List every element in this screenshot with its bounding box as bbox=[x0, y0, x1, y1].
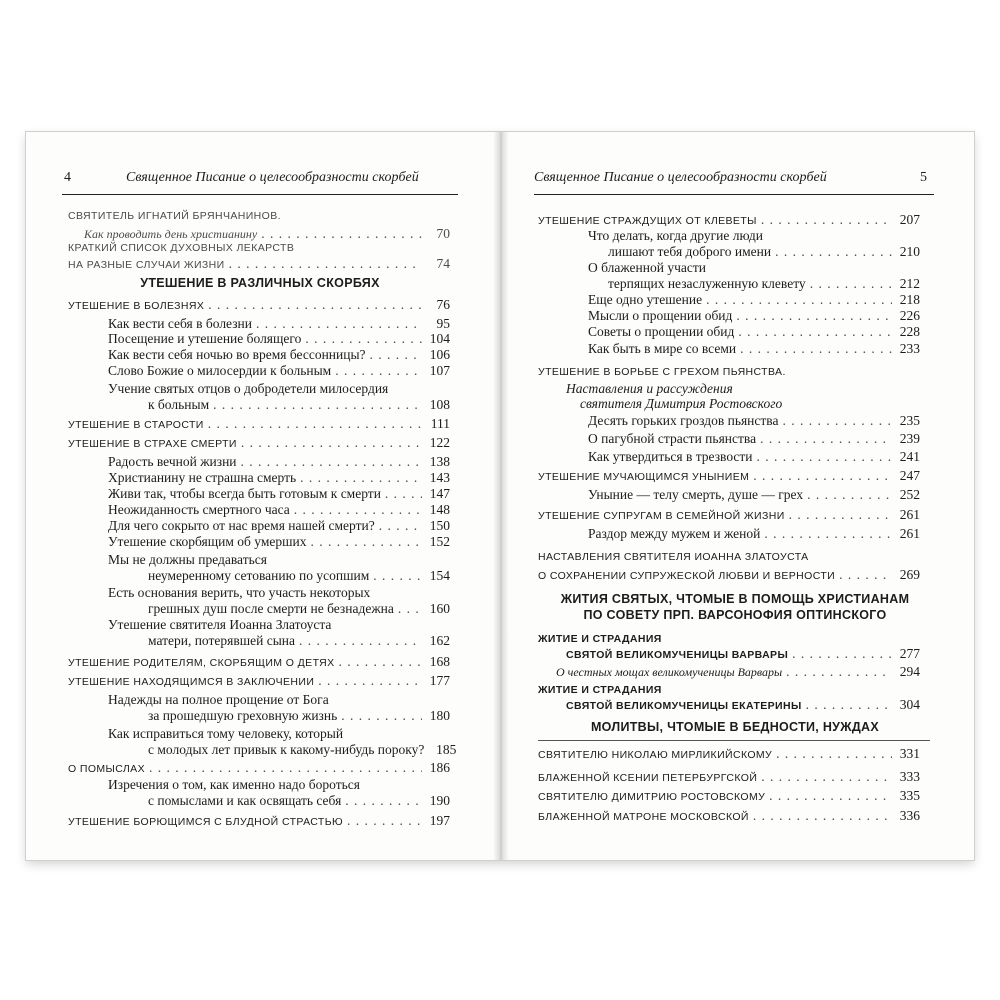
toc-entry: СВЯТИТЕЛЮ ДИМИТРИЮ РОСТОВСКОМУ . . . 335 bbox=[538, 788, 920, 805]
toc-entry: УТЕШЕНИЕ БОРЮЩИМСЯ С БЛУДНОЙ СТРАСТЬЮ . . . 197 bbox=[68, 813, 450, 830]
toc-entry: Радость вечной жизни . . . 138 bbox=[108, 454, 450, 470]
toc-entry: матери, потерявшей сына . . . 162 bbox=[148, 633, 450, 649]
toc-entry: О СОХРАНЕНИИ СУПРУЖЕСКОЙ ЛЮБВИ И ВЕРНОСТИ . . . 269 bbox=[538, 567, 920, 584]
toc-entry: О пагубной страсти пьянства . . . 239 bbox=[588, 431, 920, 447]
toc-entry: Как исправиться тому человеку, который bbox=[108, 726, 344, 741]
toc-entry: УТЕШЕНИЕ МУЧАЮЩИМСЯ УНЫНИЕМ . . . 247 bbox=[538, 468, 920, 485]
toc-entry: за прошедшую греховную жизнь . . . 180 bbox=[148, 708, 450, 724]
toc-entry: грешных душ после смерти не безнадежна . . . 160 bbox=[148, 601, 450, 617]
toc-entry: Мысли о прощении обид . . . 226 bbox=[588, 308, 920, 324]
toc-entry: УТЕШЕНИЕ СТРАЖДУЩИХ ОТ КЛЕВЕТЫ . . . 207 bbox=[538, 212, 920, 229]
toc-entry: Христианину не страшна смерть . . . 143 bbox=[108, 470, 450, 486]
toc-entry: Что делать, когда другие люди bbox=[588, 228, 763, 243]
section-heading: УТЕШЕНИЕ В РАЗЛИЧНЫХ СКОРБЯХ bbox=[140, 276, 380, 290]
section-heading: ЖИТИЯ СВЯТЫХ, ЧТОМЫЕ В ПОМОЩЬ ХРИСТИАНАМ bbox=[560, 592, 910, 606]
toc-entry: Мы не должны предаваться bbox=[108, 552, 267, 567]
left-header-rule bbox=[62, 194, 458, 195]
toc-entry: О честных мощах великомученицы Варвары . . . 294 bbox=[556, 664, 920, 680]
toc-entry: Как проводить день христианину . . . 70 bbox=[84, 226, 450, 242]
toc-entry: УТЕШЕНИЕ СУПРУГАМ В СЕМЕЙНОЙ ЖИЗНИ . . . 261 bbox=[538, 507, 920, 524]
toc-entry: БЛАЖЕННОЙ КСЕНИИ ПЕТЕРБУРГСКОЙ . . . 333 bbox=[538, 769, 920, 786]
toc-entry: Десять горьких гроздов пьянства . . . 235 bbox=[588, 413, 920, 429]
toc-entry: Советы о прощении обид . . . 228 bbox=[588, 324, 920, 340]
toc-entry: Как вести себя ночью во время бессонницы? . . . 106 bbox=[108, 347, 450, 363]
toc-entry: Уныние — телу смерть, душе — грех . . . 252 bbox=[588, 487, 920, 503]
toc-entry: УТЕШЕНИЕ В СТРАХЕ СМЕРТИ . . . 122 bbox=[68, 435, 450, 452]
toc-entry: ЖИТИЕ И СТРАДАНИЯ bbox=[538, 633, 662, 645]
right-header-rule bbox=[534, 194, 934, 195]
toc-entry: неумеренному сетованию по усопшим . . . 154 bbox=[148, 568, 450, 584]
toc-entry: БЛАЖЕННОЙ МАТРОНЕ МОСКОВСКОЙ . . . 336 bbox=[538, 808, 920, 825]
toc-entry: святителя Димитрия Ростовского bbox=[580, 396, 783, 411]
toc-entry: О ПОМЫСЛАХ . . . 186 bbox=[68, 760, 450, 777]
toc-entry: Надежды на полное прощение от Бога bbox=[108, 692, 329, 707]
toc-entry: НА РАЗНЫЕ СЛУЧАИ ЖИЗНИ . . . 74 bbox=[68, 256, 450, 273]
toc-entry: УТЕШЕНИЕ РОДИТЕЛЯМ, СКОРБЯЩИМ О ДЕТЯХ . . . 168 bbox=[68, 654, 450, 671]
toc-entry: Раздор между мужем и женой . . . 261 bbox=[588, 526, 920, 542]
toc-entry: СВЯТИТЕЛЬ ИГНАТИЙ БРЯНЧАНИНОВ. bbox=[68, 210, 281, 222]
toc-entry: Для чего сокрыто от нас время нашей смерти? . . . 150 bbox=[108, 518, 450, 534]
toc-entry: НАСТАВЛЕНИЯ СВЯТИТЕЛЯ ИОАННА ЗЛАТОУСТА bbox=[538, 551, 809, 563]
toc-entry: СВЯТОЙ ВЕЛИКОМУЧЕНИЦЫ ЕКАТЕРИНЫ . . . 304 bbox=[566, 697, 920, 714]
toc-entry: Еще одно утешение . . . 218 bbox=[588, 292, 920, 308]
toc-entry: СВЯТИТЕЛЮ НИКОЛАЮ МИРЛИКИЙСКОМУ . . . 331 bbox=[538, 746, 920, 763]
toc-entry: Как утвердиться в трезвости . . . 241 bbox=[588, 449, 920, 465]
book-gutter bbox=[493, 132, 509, 860]
toc-entry: О блаженной участи bbox=[588, 260, 706, 275]
toc-entry: лишают тебя доброго имени . . . 210 bbox=[608, 244, 920, 260]
toc-entry: СВЯТОЙ ВЕЛИКОМУЧЕНИЦЫ ВАРВАРЫ . . . 277 bbox=[566, 646, 920, 663]
toc-entry: Слово Божие о милосердии к больным . . . 107 bbox=[108, 363, 450, 379]
toc-entry: Как быть в мире со всеми . . . 233 bbox=[588, 341, 920, 357]
toc-entry: КРАТКИЙ СПИСОК ДУХОВНЫХ ЛЕКАРСТВ bbox=[68, 242, 295, 254]
section-heading: МОЛИТВЫ, ЧТОМЫЕ В БЕДНОСТИ, НУЖДАХ bbox=[590, 720, 880, 734]
toc-entry: к больным . . . 108 bbox=[148, 397, 450, 413]
right-page-number: 5 bbox=[920, 170, 927, 185]
toc-entry: ЖИТИЕ И СТРАДАНИЯ bbox=[538, 684, 662, 696]
toc-entry: Изречения о том, как именно надо бороться bbox=[108, 777, 360, 792]
toc-entry: Есть основания верить, что участь некоторых bbox=[108, 585, 371, 600]
toc-entry: УТЕШЕНИЕ В БОЛЕЗНЯХ . . . 76 bbox=[68, 297, 450, 314]
toc-entry: Живи так, чтобы всегда быть готовым к смерти . . . 147 bbox=[108, 486, 450, 502]
toc-entry: Посещение и утешение болящего . . . 104 bbox=[108, 331, 450, 347]
toc-entry: терпящих незаслуженную клевету . . . 212 bbox=[608, 276, 920, 292]
toc-entry: Утешение скорбящим об умерших . . . 152 bbox=[108, 534, 450, 550]
left-running-title: Священное Писание о целесообразности скорбей bbox=[126, 170, 419, 185]
right-running-title: Священное Писание о целесообразности скорбей bbox=[534, 170, 827, 185]
toc-entry: Неожиданность смертного часа . . . 148 bbox=[108, 502, 450, 518]
left-page-header bbox=[64, 170, 456, 194]
toc-entry: УТЕШЕНИЕ В БОРЬБЕ С ГРЕХОМ ПЬЯНСТВА. bbox=[538, 366, 786, 378]
toc-entry: с молодых лет привык к какому-нибудь пороку? 185 bbox=[148, 742, 457, 757]
toc-entry: УТЕШЕНИЕ В СТАРОСТИ . . . 111 bbox=[68, 416, 450, 433]
toc-entry: Утешение святителя Иоанна Златоуста bbox=[108, 617, 332, 632]
toc-entry: УТЕШЕНИЕ НАХОДЯЩИМСЯ В ЗАКЛЮЧЕНИИ . . . 177 bbox=[68, 673, 450, 690]
toc-entry: Наставления и рассуждения bbox=[566, 381, 733, 396]
left-page-number: 4 bbox=[64, 170, 71, 185]
toc-entry: Как вести себя в болезни . . . 95 bbox=[108, 316, 450, 332]
section-divider bbox=[538, 740, 930, 741]
toc-entry: с помыслами и как освящать себя . . . 190 bbox=[148, 793, 450, 809]
toc-entry: Учение святых отцов о добродетели милосердия bbox=[108, 381, 389, 396]
section-heading: ПО СОВЕТУ ПРП. ВАРСОНОФИЯ ОПТИНСКОГО bbox=[583, 608, 887, 622]
right-page-header bbox=[534, 170, 936, 194]
